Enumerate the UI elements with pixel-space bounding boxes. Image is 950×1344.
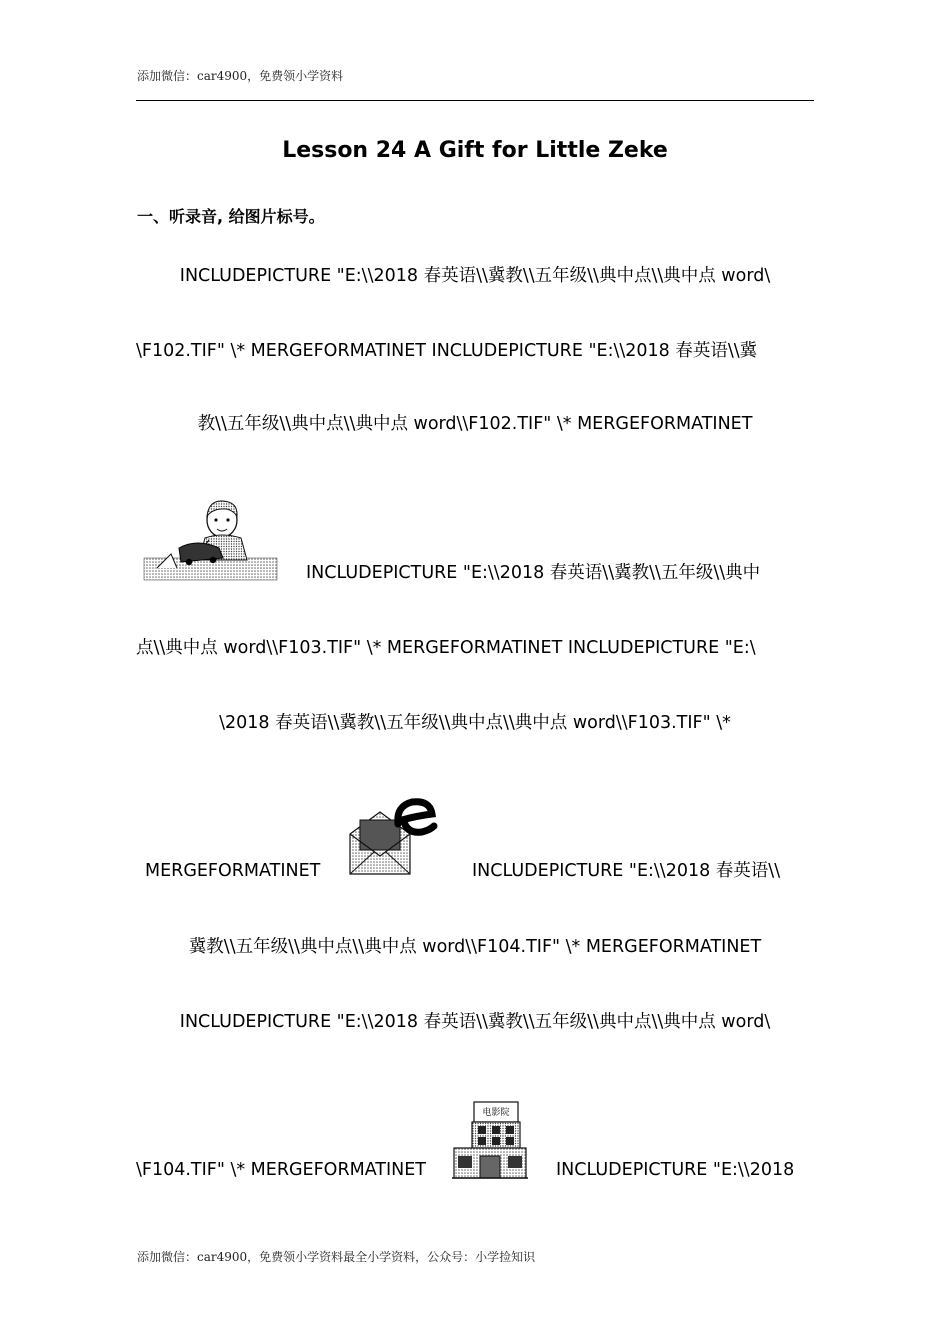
text-line: INCLUDEPICTURE "E:\\2018 春英语\\ (472, 861, 781, 881)
text-line: 冀教\\五年级\\典中点\\典中点 word\\F104.TIF" \* MERGEFORMATINET (188, 937, 762, 957)
email-envelope-image (346, 798, 438, 878)
text-line: INCLUDEPICTURE "E:\\2018 (556, 1160, 795, 1180)
boy-toy-car-image (143, 498, 279, 582)
text-line: INCLUDEPICTURE "E:\\2018 春英语\\冀教\\五年级\\典中点\\典中点 word\ (179, 266, 771, 286)
section-heading: 一、听录音, 给图片标号。 (137, 207, 325, 226)
page-title: Lesson 24 A Gift for Little Zeke (282, 138, 668, 163)
text-line: \2018 春英语\\冀教\\五年级\\典中点\\典中点 word\\F103.TIF" \* (219, 713, 731, 733)
text-line: \F102.TIF" \* MERGEFORMATINET INCLUDEPICTURE "E:\\2018 春英语\\冀 (136, 341, 758, 361)
header-note: 添加微信：car4900，免费领小学资料 (137, 69, 344, 83)
text-line: 点\\典中点 word\\F103.TIF" \* MERGEFORMATINET INCLUDEPICTURE "E:\ (136, 638, 756, 658)
cinema-sign: 电影院 (482, 1108, 510, 1118)
text-line: \F104.TIF" \* MERGEFORMATINET (136, 1160, 426, 1180)
text-line: INCLUDEPICTURE "E:\\2018 春英语\\冀教\\五年级\\典中 (306, 563, 761, 583)
text-line: 教\\五年级\\典中点\\典中点 word\\F102.TIF" \* MERGEFORMATINET (197, 414, 753, 434)
text-line: INCLUDEPICTURE "E:\\2018 春英语\\冀教\\五年级\\典中点\\典中点 word\ (179, 1012, 771, 1032)
cinema-image (452, 1100, 528, 1180)
footer-note: 添加微信：car4900，免费领小学资料最全小学资料，公众号：小学捡知识 (137, 1250, 536, 1264)
header-rule (136, 100, 814, 101)
text-line: MERGEFORMATINET (145, 861, 321, 881)
